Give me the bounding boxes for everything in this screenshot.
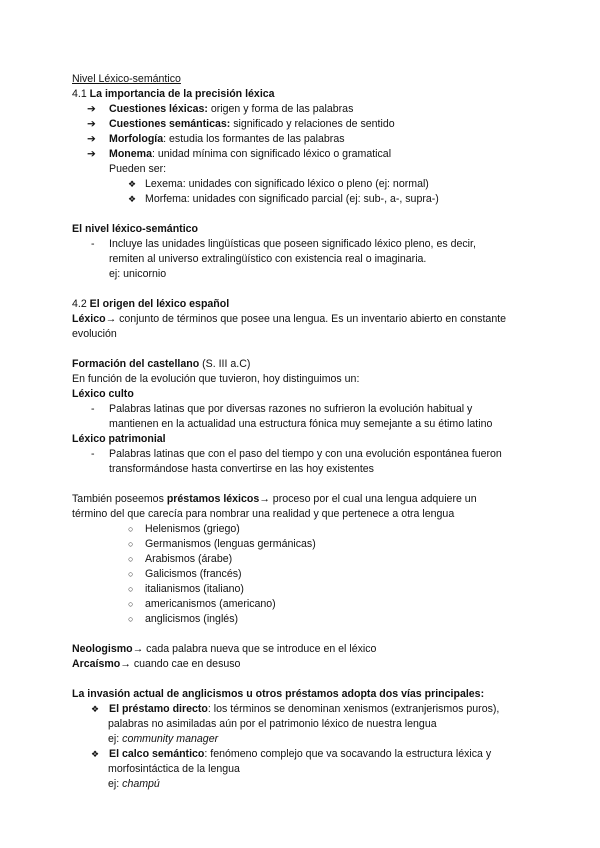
definition-line [72, 312, 542, 327]
section-heading [72, 357, 542, 372]
list-desc: significado y relaciones de sentido [230, 118, 395, 130]
dash-bullet: - [91, 403, 95, 415]
heading-number: 4.2 [72, 298, 90, 310]
prestamos-line [72, 492, 542, 507]
list-item [72, 747, 542, 762]
continuation-text: término del que carecía para nombrar una realidad y que pertenece a otra lengua [72, 508, 455, 520]
circle-bullet-icon: ○ [128, 599, 134, 609]
list-text: Morfema: unidades con significado parcial (ej: sub-, a-, supra-) [145, 193, 439, 205]
heading-4-1 [72, 87, 542, 102]
list-item [72, 567, 542, 582]
list-item [72, 582, 542, 597]
heading-date: (S. III a.C) [199, 358, 251, 370]
continuation-text: evolución [72, 328, 117, 340]
example-text: ej: unicornio [109, 268, 167, 280]
heading-text: El origen del léxico español [89, 298, 230, 310]
list-item [72, 177, 542, 192]
list-term: Morfología [109, 133, 164, 145]
list-text: Arabismos (árabe) [145, 553, 233, 565]
definition-text: cada palabra nueva que se introduce en el léxico [143, 643, 377, 655]
arrow-icon: → [120, 658, 131, 670]
example-line [72, 732, 542, 747]
list-item [72, 237, 542, 252]
list-item [72, 147, 542, 162]
list-desc: origen y forma de las palabras [207, 103, 354, 115]
arrow-bullet-icon: ➔ [87, 148, 96, 160]
arrow-icon: → [105, 313, 117, 325]
circle-bullet-icon: ○ [128, 539, 134, 549]
list-term: El préstamo directo [109, 703, 208, 715]
heading-number: 4.1 [72, 88, 90, 100]
arrow-bullet-icon: ➔ [87, 118, 96, 130]
subheading-patrimonial: Léxico patrimonial [72, 433, 166, 445]
dash-bullet: - [91, 238, 95, 250]
diamond-bullet-icon: ❖ [91, 704, 100, 714]
heading-text: La importancia de la precisión léxica [89, 88, 275, 100]
arrow-bullet-icon: ➔ [87, 133, 96, 145]
definition-text: conjunto de términos que posee una lengua. Es un inventario abierto en constante [116, 313, 507, 325]
diamond-bullet-icon: ❖ [128, 194, 137, 204]
list-text: Helenismos (griego) [145, 523, 240, 535]
section-heading: El nivel léxico-semántico [72, 223, 198, 235]
list-item [72, 102, 542, 117]
circle-bullet-icon: ○ [128, 614, 134, 624]
list-text: italianismos (italiano) [145, 583, 244, 595]
list-item [72, 612, 542, 627]
list-desc: : estudia los formantes de las palabras [163, 133, 345, 145]
list-term: Cuestiones semánticas: [109, 118, 231, 130]
list-item [72, 597, 542, 612]
pueden-ser-text: Pueden ser: [109, 163, 167, 175]
arrow-icon: → [259, 493, 270, 505]
circle-bullet-icon: ○ [128, 524, 134, 534]
example-label: ej: [108, 778, 123, 790]
document-page [72, 72, 542, 792]
circle-bullet-icon: ○ [128, 554, 134, 564]
list-term: Monema [109, 148, 152, 160]
list-text: Incluye las unidades lingüísticas que poseen significado léxico pleno, es decir, [109, 238, 476, 250]
definition-term: préstamos léxicos [166, 493, 260, 505]
definition-term: Arcaísmo [72, 658, 121, 670]
arrow-icon: → [132, 643, 144, 655]
definition-term: Léxico [72, 313, 106, 325]
list-text: Palabras latinas que con el paso del tiempo y con una evolución espontánea fueron [109, 448, 502, 460]
list-term: Cuestiones léxicas: [109, 103, 208, 115]
list-item [72, 702, 542, 717]
continuation-text: palabras no asimiladas aún por el patrimonio léxico de nuestra lengua [108, 718, 437, 730]
dash-bullet: - [91, 448, 95, 460]
list-text: americanismos (americano) [145, 598, 276, 610]
list-desc: : unidad mínima con significado léxico o gramatical [151, 148, 392, 160]
diamond-bullet-icon: ❖ [91, 749, 100, 759]
list-item [72, 192, 542, 207]
list-item [72, 447, 542, 462]
continuation-text: remiten al universo extralingüístico con existencia real o imaginaria. [109, 253, 427, 265]
continuation-text: morfosintáctica de la lengua [108, 763, 240, 775]
example-text: community manager [122, 733, 219, 745]
example-text: champú [122, 778, 160, 790]
list-desc: : fenómeno complejo que va socavando la estructura léxica y [204, 748, 492, 760]
intro-text: En función de la evolución que tuvieron, hoy distinguimos un: [72, 373, 360, 385]
list-item [72, 552, 542, 567]
document-title: Nivel Léxico-semántico [72, 73, 181, 85]
heading-text: Formación del castellano [72, 358, 200, 370]
list-item [72, 402, 542, 417]
list-item [72, 522, 542, 537]
list-desc: : los términos se denominan xenismos (extranjerismos puros), [207, 703, 500, 715]
circle-bullet-icon: ○ [128, 569, 134, 579]
arcaismo-line [72, 657, 542, 672]
example-line [72, 777, 542, 792]
list-item [72, 537, 542, 552]
section-heading: La invasión actual de anglicismos u otros préstamos adopta dos vías principales: [72, 688, 485, 700]
definition-term: Neologismo [72, 643, 133, 655]
list-text: anglicismos (inglés) [145, 613, 239, 625]
continuation-text: transformándose hasta convertirse en las hoy existentes [109, 463, 374, 475]
list-item [72, 117, 542, 132]
text-post: proceso por el cual una lengua adquiere un [269, 493, 477, 505]
list-text: Lexema: unidades con significado léxico o pleno (ej: normal) [145, 178, 429, 190]
arrow-bullet-icon: ➔ [87, 103, 96, 115]
definition-text: cuando cae en desuso [130, 658, 241, 670]
diamond-bullet-icon: ❖ [128, 179, 137, 189]
list-term: El calco semántico [109, 748, 205, 760]
list-text: Galicismos (francés) [145, 568, 242, 580]
heading-4-2 [72, 297, 542, 312]
list-text: Palabras latinas que por diversas razones no sufrieron la evolución habitual y [109, 403, 473, 415]
circle-bullet-icon: ○ [128, 584, 134, 594]
subheading-culto: Léxico culto [72, 388, 134, 400]
neologismo-line [72, 642, 542, 657]
continuation-text: mantienen en la actualidad una estructura fónica muy semejante a su étimo latino [109, 418, 493, 430]
example-label: ej: [108, 733, 123, 745]
list-item [72, 132, 542, 147]
text-pre: También poseemos [72, 493, 167, 505]
list-text: Germanismos (lenguas germánicas) [145, 538, 316, 550]
